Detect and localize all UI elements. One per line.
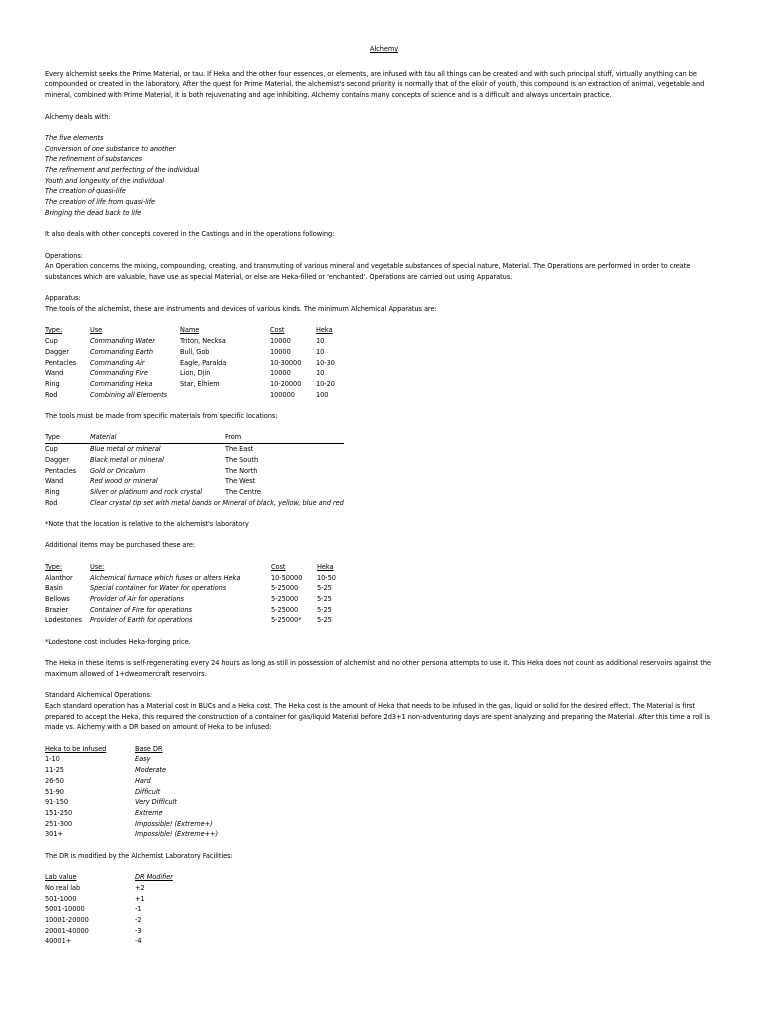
heka-paragraph: The Heka in these items is self-regenerating every 24 hours as long as still in possession of alchemist and no other persona attempts to use it. This Heka does not count as additional reservoirs against the maximum allowed of 1+dweomercraft reservoirs. — [45, 659, 711, 678]
lab-intro: The DR is modified by the Alchemist Laboratory Facilities: — [45, 851, 233, 860]
also-deals-text: It also deals with other concepts covered in the Castings and in the operations following: — [45, 230, 335, 239]
table-cell: 5001-10000 — [45, 905, 85, 914]
table-cell: +2 — [135, 883, 145, 892]
table-cell: The East — [225, 445, 254, 454]
table-cell: -4 — [135, 937, 142, 946]
table-cell: 10000 — [270, 347, 291, 356]
table-cell: The South — [225, 455, 259, 464]
table-cell: 10-50000 — [271, 573, 303, 582]
column-header: Use: — [90, 562, 105, 571]
table-cell: Ring — [45, 488, 60, 496]
column-header: Base DR — [135, 744, 163, 753]
document-title: Alchemy — [369, 45, 399, 53]
deals-item: The five elements — [45, 133, 104, 142]
table-cell: -1 — [135, 905, 142, 914]
table-row — [45, 819, 218, 830]
table-cell: 10000 — [270, 337, 291, 346]
table-cell: Commanding Heka — [90, 380, 153, 388]
table-cell: 301+ — [45, 830, 63, 839]
column-header: Type: — [45, 326, 63, 335]
table-cell: 10001-20000 — [45, 915, 89, 924]
table-row — [45, 476, 344, 487]
table-cell: Hard — [135, 776, 151, 785]
document-page — [45, 44, 723, 947]
table-cell: Combining all Elements — [90, 390, 167, 399]
deals-item: The creation of life from quasi-life — [45, 198, 155, 207]
apparatus-table — [45, 325, 335, 400]
table-row — [45, 583, 336, 594]
table-cell: Red wood or mineral — [90, 477, 158, 486]
table-row — [45, 605, 336, 616]
table-cell: Blue metal or mineral — [90, 445, 161, 454]
table-row — [45, 336, 335, 347]
table-row — [45, 358, 335, 369]
table-cell: The North — [225, 466, 258, 475]
table-row — [45, 936, 173, 947]
table-cell: 10-30 — [316, 358, 335, 367]
additional-items-table — [45, 562, 336, 626]
deals-item: Bringing the dead back to life — [45, 208, 142, 217]
table-cell: Dagger — [45, 455, 69, 464]
table-row — [45, 615, 336, 626]
deals-item: Conversion of one substance to another — [45, 144, 176, 153]
table-cell: Basin — [45, 584, 63, 593]
column-header: Heka to be Infused — [45, 744, 107, 753]
table-cell: Triton, Necksa — [180, 337, 226, 346]
table-cell: Cup — [45, 445, 58, 454]
table-cell: 501-1000 — [45, 894, 77, 903]
materials-intro: The tools must be made from specific materials from specific locations: — [45, 412, 278, 421]
column-header: Cost — [271, 562, 286, 571]
table-cell: 10 — [316, 369, 325, 378]
materials-table — [45, 432, 344, 508]
table-row — [45, 487, 344, 498]
column-header: Type: — [45, 562, 63, 571]
table-header-row — [45, 872, 173, 883]
table-cell: Commanding Earth — [90, 347, 154, 356]
table-cell: 51-90 — [45, 787, 64, 796]
table-row — [45, 926, 173, 937]
operations-heading: Operations: — [45, 251, 83, 260]
table-row — [45, 829, 218, 840]
table-cell: 40001+ — [45, 937, 72, 946]
table-cell: 5-25 — [317, 584, 332, 593]
table-cell: Special container for Water for operations — [90, 584, 227, 593]
table-cell: Dagger — [45, 347, 69, 356]
table-cell: No real lab — [45, 883, 81, 892]
table-cell: Ring — [45, 380, 60, 388]
table-cell: Impossible! (Extreme++) — [135, 830, 219, 839]
table-cell: Lion, Djin — [180, 369, 211, 378]
table-row — [45, 368, 335, 379]
table-cell: 11-25 — [45, 766, 64, 775]
table-row — [45, 797, 218, 808]
table-row — [45, 765, 218, 776]
table-row — [45, 455, 344, 466]
table-cell: 20001-40000 — [45, 926, 89, 935]
column-header: Type — [45, 432, 90, 443]
deals-item: The refinement and perfecting of the individual — [45, 166, 200, 174]
table-cell: Rod — [45, 390, 58, 399]
table-cell: Alanthor — [45, 573, 73, 582]
deals-item: Youth and longevity of the individual — [45, 176, 165, 185]
table-row — [45, 347, 335, 358]
table-cell: 251-300 — [45, 819, 73, 828]
table-row — [45, 883, 173, 894]
table-cell: Container of Fire for operations — [90, 605, 192, 614]
table-cell: Lodestones — [45, 616, 83, 625]
column-header: Name — [180, 326, 200, 335]
table-row — [45, 379, 335, 390]
lab-modifier-table — [45, 872, 173, 947]
table-row — [45, 915, 173, 926]
column-header: Cost — [270, 326, 285, 335]
table-header-row — [45, 325, 335, 336]
table-cell: Cup — [45, 337, 58, 346]
table-row — [45, 787, 218, 798]
table-cell: 10-20 — [316, 380, 335, 388]
table-cell: -2 — [135, 915, 142, 924]
table-header-row — [45, 562, 336, 573]
table-cell: Easy — [135, 755, 151, 764]
table-cell: 5-25 — [317, 594, 332, 603]
table-cell: 151-250 — [45, 808, 73, 817]
operations-text: An Operation concerns the mixing, compounding, creating, and transmuting of various mineral and vegetable substances of special nature, Material. The Operations are performed in order to create substances which are valuable, have use as special Material, or else are Heka-filled or 'enchanted'. Operations are carried out using Apparatus. — [45, 262, 691, 281]
table-cell: 10000 — [270, 369, 291, 378]
table-cell: Wand — [45, 369, 64, 378]
table-cell: 91-150 — [45, 798, 69, 807]
table-cell: -3 — [135, 926, 142, 935]
table-cell: Bellows — [45, 594, 70, 603]
table-cell: Commanding Water — [90, 337, 155, 346]
table-cell: 10-20000 — [270, 380, 302, 388]
table-cell: Brazier — [45, 605, 68, 614]
column-header: From — [225, 432, 344, 443]
deals-item: The refinement of substances — [45, 155, 143, 164]
table-cell: 100000 — [270, 390, 295, 399]
table-cell: 5-25000 — [271, 584, 299, 593]
apparatus-text: The tools of the alchemist, these are instruments and devices of various kinds. The minimum Alchemical Apparatus are: — [45, 305, 437, 314]
table-cell: Silver or platinum and rock crystal — [90, 488, 202, 496]
table-cell: Alchemical furnace which fuses or alters Heka — [90, 573, 241, 582]
table-cell: 10 — [316, 347, 325, 356]
table-row — [45, 776, 218, 787]
column-header: Heka — [316, 326, 333, 335]
table-cell: Very Difficult — [135, 798, 177, 807]
table-row — [45, 904, 173, 915]
intro-paragraph: Every alchemist seeks the Prime Material, or tau. If Heka and the other four essences, or elements, are infused with tau all things can be created and with such principal stuff, virtually anything can be compounded or created in the laboratory. After the quest for Prime Material, the alchemist's second priority is normally that of the elixir of youth, this compound is an extraction of animal, vegetable and mineral, combined with Prime Material, it is both rejuvenating and age inhibiting. Alchemy contains many concepts of science and is a difficult and always uncertain practice. — [45, 69, 705, 100]
table-cell: 10-50 — [317, 573, 336, 582]
table-row — [45, 466, 344, 477]
table-cell: Provider of Earth for operations — [90, 616, 193, 625]
table-row — [45, 808, 218, 819]
table-cell: 26-50 — [45, 776, 64, 785]
standard-operations-text: Each standard operation has a Material cost in BUCs and a Heka cost. The Heka cost is the amount of Heka that needs to be infused in the gas, liquid or solid for the desired effect. The Material is first prepared to accept the Heka, this required the construction of a container for gas/liquid Material before 2d3+1 non-adventuring days are spent analyzing and preparing the Material. After this time a roll is made vs. Alchemy with a DR based on amount of Heka to be infused: — [45, 701, 710, 732]
table-cell: Rod — [45, 498, 58, 507]
table-cell: Bull, Gob — [180, 347, 210, 356]
table-header-row — [45, 432, 344, 443]
table-cell: Moderate — [135, 766, 166, 775]
lodestone-note: *Lodestone cost includes Heka-forging price. — [45, 637, 191, 646]
table-row — [45, 594, 336, 605]
table-cell: Pentacles — [45, 358, 77, 367]
column-header: Material — [90, 432, 225, 443]
table-row — [45, 573, 336, 584]
table-cell: 1-10 — [45, 755, 60, 764]
deals-list — [45, 133, 723, 219]
location-note: *Note that the location is relative to the alchemist's laboratory — [45, 520, 249, 529]
table-cell: Provider of Air for operations — [90, 594, 184, 603]
table-cell: Star, Elhiem — [180, 380, 220, 388]
table-cell: 5-25000* — [271, 616, 302, 625]
table-cell: Commanding Air — [90, 358, 145, 367]
standard-operations-heading: Standard Alchemical Operations: — [45, 691, 153, 700]
table-cell: +1 — [135, 894, 145, 903]
table-row — [45, 444, 344, 455]
apparatus-heading: Apparatus: — [45, 294, 81, 303]
table-header-row — [45, 744, 218, 755]
table-cell: Commanding Fire — [90, 369, 148, 378]
table-cell: Difficult — [135, 787, 161, 796]
table-cell: 5-25 — [317, 605, 332, 614]
table-cell: 10 — [316, 337, 325, 346]
table-row — [45, 754, 218, 765]
table-row — [45, 894, 173, 905]
table-cell: Wand — [45, 477, 64, 486]
deals-heading: Alchemy deals with: — [45, 112, 111, 121]
column-header: DR Modifier — [135, 873, 173, 882]
column-header: Use — [90, 326, 103, 335]
table-cell: Eagle, Paralda — [180, 358, 227, 367]
table-cell: 5-25 — [317, 616, 332, 625]
column-header: Heka — [317, 562, 334, 571]
additional-intro: Additional items may be purchased these are: — [45, 541, 196, 550]
heka-dr-table — [45, 744, 218, 840]
table-cell: Pentacles — [45, 466, 77, 475]
table-cell: 5-25000 — [271, 605, 299, 614]
table-cell: Clear crystal tip set with metal bands or Mineral of black, yellow, blue and red — [90, 498, 344, 507]
table-cell: The Centre — [225, 488, 261, 496]
table-cell: Impossible! (Extreme+) — [135, 819, 213, 828]
deals-item: The creation of quasi-life — [45, 187, 126, 196]
table-cell: 10-30000 — [270, 358, 302, 367]
table-cell: Black metal or mineral — [90, 455, 164, 464]
table-cell: 100 — [316, 390, 329, 399]
table-cell: Extreme — [135, 808, 163, 817]
table-row — [45, 390, 335, 401]
column-header: Lab value — [45, 873, 77, 882]
table-row — [45, 498, 344, 509]
table-cell: The West — [225, 477, 256, 486]
table-cell: Gold or Oricalum — [90, 466, 146, 475]
table-cell — [180, 390, 270, 401]
table-cell: 5-25000 — [271, 594, 299, 603]
